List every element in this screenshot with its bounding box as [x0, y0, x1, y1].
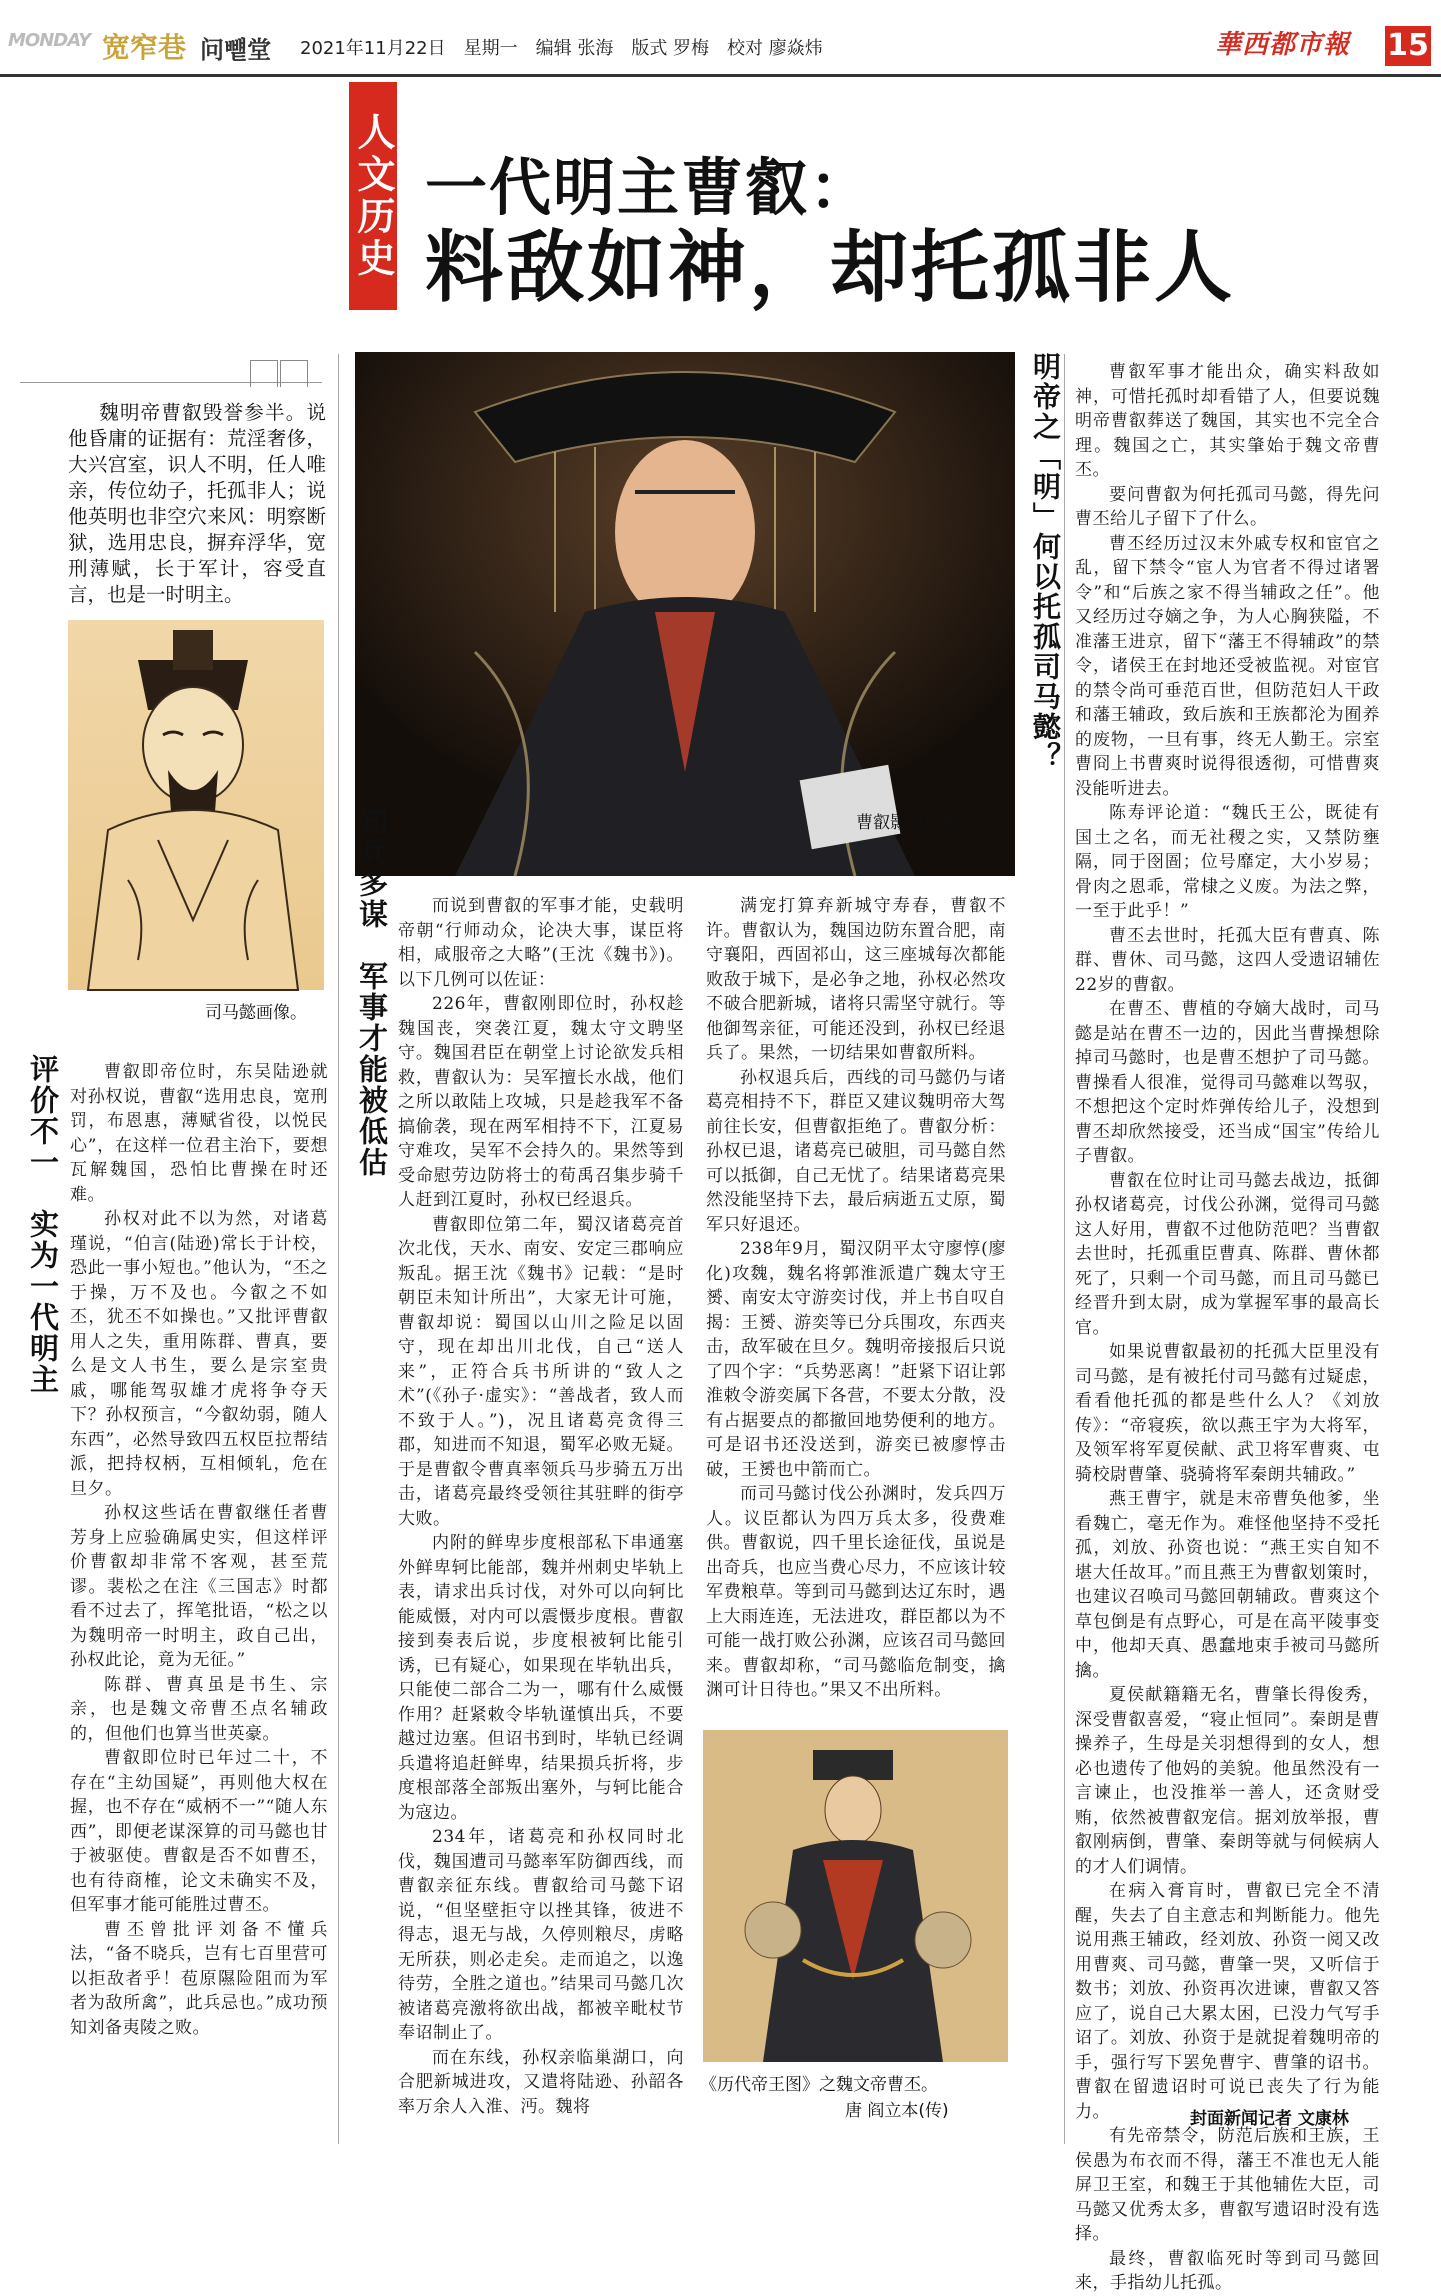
- paragraph: 孙权这些话在曹叡继任者曹芳身上应验确属史实，但这样评价曹叡却非常不客观，甚至荒谬。裴松之在注《三国志》时都看不过去了，挥笔批语，“松之以为魏明帝一时明主，政自己出，孙权此论，竟为无征。”: [70, 1503, 328, 1670]
- headline-line2: 料敌如神，却托孤非人: [425, 223, 1236, 313]
- paragraph: 234年，诸葛亮和孙权同时北伐，魏国遭司马懿率军防御西线，而曹叡亲征东线。曹叡给司马懿下诏说，“但坚壁拒守以挫其锋，彼进不得志，退无与战，久停则粮尽，虏略无所获，则必走矣。走而追之，以逸待劳，全胜之道也。”结果司马懿几次被诸葛亮激将欲出战，都被辛毗杖节奉诏制止了。: [398, 1827, 684, 2043]
- paragraph: 陈群、曹真虽是书生、宗亲，也是魏文帝曹丕点名辅政的，但他们也算当世英豪。: [70, 1674, 328, 1744]
- paragraph: 曹丕曾批评刘备不懂兵法，“备不晓兵，岂有七百里营可以拒敌者乎！苞原隰险阻而为军者为敌所禽”，此兵忌也。”成功预知刘备夷陵之败。: [70, 1919, 328, 2038]
- paragraph: 内附的鲜卑步度根部私下串通塞外鲜卑轲比能部，魏并州刺史毕轨上表，请求出兵讨伐，对外可以向轲比能威慑，对内可以震慑步度根。曹叡接到奏表后说，步度根被轲比能引诱，已有疑心，如果现在毕轨出兵，只能使二部合二为一，哪有什么威慑作用？赶紧敕令毕轨谨慎出兵，不要越过边塞。但诏书到时，毕轨已经调兵遣将追赶鲜卑，结果损兵折将，步度根部落全部叛出塞外，与轲比能合为寇边。: [398, 1533, 684, 1823]
- paragraph: 而说到曹叡的军事才能，史载明帝朝“行师动众，论决大事，谋臣将相，咸服帝之大略”(王沈《魏书》)。以下几例可以佐证：: [398, 896, 684, 990]
- section-tag: 人文历史: [349, 82, 397, 310]
- painting-caption-title: 《历代帝王图》之魏文帝曹丕。: [700, 2075, 938, 2095]
- article-column-1: [70, 1060, 328, 2140]
- paragraph: 曹叡军事才能出众，确实料敌如神，可惜托孤时却看错了人，但要说魏明帝曹叡葬送了魏国，其实也不完全合理。魏国之亡，其实肇始于魏文帝曹丕。: [1075, 362, 1380, 480]
- paragraph: 在病入膏肓时，曹叡已完全不清醒，失去了自主意志和判断能力。他先说用燕王辅政，经刘放、孙资一阅又改用曹爽、司马懿，曹肇一哭，又听信于数书；刘放、孙资再次进谏，曹叡又答应了，说自己大累太困，已没力气写手诏了。刘放、孙资于是就捉着魏明帝的手，强行写下罢免曹宇、曹肇的诏书。曹叡在留遗诏时可说已丧失了行为能力。: [1075, 1881, 1380, 2122]
- paragraph: 曹叡即帝位时，东吴陆逊就对孙权说，曹叡“选用忠良，宽刑罚，布恩惠，薄赋省役，以悦民心”，在这样一位君主治下，要想瓦解魏国，恐怕比曹操在时还难。: [70, 1062, 328, 1205]
- paragraph: 陈寿评论道：“魏氏王公，既徒有国土之名，而无社稷之实，又禁防壅隔，同于囹圄；位号靡定，大小岁易；骨肉之恩乖，常棣之义废。为法之弊，一至于此乎！”: [1075, 803, 1380, 921]
- column-name: 宽窄巷: [102, 31, 187, 64]
- header-rule: [0, 74, 1441, 77]
- paragraph: 曹丕经历过汉末外戚专权和宦官之乱，留下禁令“宦人为官者不得过诸署令”和“后族之家不得当辅政之任”。他又经历过夺嫡之争，为人心胸狭隘，不准藩王进京，留下“藩王不得辅政”的禁令，诸侯王在封地还受被监视。对宦官的禁令尚可垂范百世，但防范妇人干政和藩王辅政，致后族和王族都沦为囿养的废物，一旦有事，终无人勤王。宗室曹冏上书曹爽时说得很透彻，可惜曹爽没能听进去。: [1075, 533, 1380, 799]
- paragraph: 在曹丕、曹植的夺嫡大战时，司马懿是站在曹丕一边的，因此当曹操想除掉司马懿时，也是曹丕想护了司马懿。曹操看人很准，觉得司马懿难以驾驭，不想把这个定时炸弹传给儿子，没想到曹丕却欣然接受，还当成“国宝”传给儿子曹叡。: [1075, 999, 1380, 1166]
- paragraph: 有先帝禁令，防范后族和王族，王侯愚为布衣而不得，藩王不准也无人能屏卫王室，和魏王于其他辅佐大臣，司马懿又优秀太多，曹叡写遗诏时没有选择。: [1075, 2126, 1380, 2244]
- heading-evaluation: 评价不一 实为一代明主: [26, 1054, 60, 1395]
- paragraph: 如果说曹叡最初的托孤大臣里没有司马懿，是有被托付司马懿有过疑虑，看看他托孤的都是些什么人？《刘放传》：“帝寝疾，欲以燕王宇为大将军，及领军将军夏侯献、武卫将军曹爽、屯骑校尉曹肇、骁骑将军秦朗共辅政。”: [1075, 1342, 1380, 1485]
- paragraph: 曹丕去世时，托孤大臣有曹真、陈群、曹休、司马懿，这四人受遗诏辅佐22岁的曹叡。: [1075, 925, 1380, 995]
- intro-summary: [68, 400, 326, 608]
- column-subname: 问뻍堂: [200, 36, 272, 64]
- heading-regency: 明帝之「明」何以托孤司马懿？: [1029, 352, 1062, 772]
- paragraph: 满宠打算弃新城守寿春，曹叡不许。曹叡认为，魏国边防东置合肥，南守襄阳，西固祁山，这三座城每次都能败敌于城下，是必争之地，孙权必然攻不破合肥新城，诸将只需坚守就行。等他御驾亲征，可能还没到，孙权已经退兵了。果然，一切结果如曹叡所料。: [706, 896, 1006, 1063]
- paragraph: 曹叡即位时已年过二十，不存在“主幼国疑”，再则他大权在握，也不存在“威柄不一”“随人东西”，即便老谋深算的司马懿也甘于被驱使。曹叡是否不如曹丕，也有待商榷，论文未确实不及，但军事才能可能胜过曹丕。: [70, 1748, 328, 1915]
- page-number: 15: [1385, 26, 1431, 66]
- column-divider: [338, 354, 339, 2144]
- newspaper-masthead: 華西都市報: [1215, 24, 1365, 68]
- paragraph: 孙权退兵后，西线的司马懿仍与诸葛亮相持不下，群臣又建议魏明帝大驾前往长安，但曹叡拒绝了。曹叡分析：孙权已退，诸葛亮已破胆，司马懿自然可以抵御，自己无忧了。结果诸葛亮果然没能坚持下去，最后病逝五丈原，蜀军只好退还。: [706, 1067, 1006, 1235]
- paragraph: 最终，曹叡临死时等到司马懿回来，手指幼儿托孤。: [1075, 2248, 1380, 2293]
- painting-caption-artist: 唐 阎立本(传): [845, 2101, 949, 2121]
- author-byline: 封面新闻记者 文康林: [1190, 2109, 1349, 2129]
- heading-military: 知兵多谋 军事才能被低估: [355, 806, 389, 1178]
- sima-yi-portrait: [68, 620, 324, 990]
- paragraph: 226年，曹叡刚即位时，孙权趁魏国丧，突袭江夏，魏太守文聘坚守。魏国君臣在朝堂上讨论欲发兵相救，曹叡认为：吴军擅长水战，他们之所以敢陆上攻城，只是趁我军不备搞偷袭，现在两军相持不下，江夏易守难攻，吴军不会持久的。果然等到受命慰劳边防将士的荀禹召集步骑千人赶到江夏时，孙权已经退兵。: [398, 994, 684, 1210]
- article-column-2: [398, 894, 684, 2144]
- photo-caption: 曹叡影视形象。: [856, 813, 975, 833]
- paragraph: 而司马懿讨伐公孙渊时，发兵四万人。议臣都认为四万兵太多，役费难供。曹叡说，四千里长途征伐，虽说是出奇兵，也应当费心尽力，不应该计较军费粮草。等到司马懿到达辽东时，遇上大雨连连，无法进攻，群臣都以为不可能一战打败公孙渊，应该召司马懿回来。曹叡却称，“司马懿临危制变，擒渊可计日待也。”果又不出所料。: [706, 1484, 1006, 1700]
- emperor-painting: [703, 1730, 1008, 2062]
- paragraph: 曹叡即位第二年，蜀汉诸葛亮首次北伐，天水、南安、安定三郡响应叛乱。据王沈《魏书》记载：“是时朝臣未知计所出”，大家无计可施，曹叡却说：蜀国以山川之险足以固守，现在却出川北伐，自己“送人来”，正符合兵书所讲的“致人之术”(《孙子·虚实》：“善战者，致人而不致于人。”)，况且诸葛亮贪得三郡，知进而不知退，蜀军必败无疑。于是曹叡令曹真率领兵马步骑五万出击，诸葛亮最终受领往其驻畔的街亭大败。: [398, 1214, 684, 1529]
- paragraph: 曹叡在位时让司马懿去战边，抵御孙权诸葛亮，讨伐公孙渊，觉得司马懿这人好用，曹叡不过他防范吧？当曹叡去世时，托孤重臣曹真、陈群、曹休都死了，只剩一个司马懿，而且司马懿已经晋升到太尉，成为掌握军事的最高长官。: [1075, 1170, 1380, 1338]
- paragraph: 燕王曹宇，就是末帝曹奂他爹，坐看魏亡，毫无作为。难怪他坚持不受托孤，刘放、孙资也说：“燕王实自知不堪大任故耳。”而且燕王为曹叡划策时，也建议召唤司马懿回朝辅政。曹爽这个草包倒是有点野心，可是在高平陵事变中，他却天真、愚蠢地束手被司马懿所擒。: [1075, 1489, 1380, 1681]
- paragraph: 而在东线，孙权亲临巢湖口，向合肥新城进攻，又遣将陆逊、孙韶各率万余人入淮、沔。魏将: [398, 2047, 684, 2117]
- headline-line1: 一代明主曹叡：: [425, 151, 874, 224]
- portrait-caption: 司马懿画像。: [205, 1003, 307, 1023]
- article-column-3: [706, 894, 1006, 1720]
- page-header: [0, 0, 1441, 72]
- paragraph: 要问曹叡为何托孤司马懿，得先问曹丕给儿子留下了什么。: [1075, 484, 1380, 529]
- column-divider: [1064, 354, 1065, 2144]
- paragraph: 238年9月，蜀汉阴平太守廖惇(廖化)攻魏，魏名将郭淮派遣广魏太守王赟、南安太守游奕讨伐，并上书自叹自揭：王赟、游奕等已分兵围攻，东西夹击，敌军破在旦夕。魏明帝接报后只说了四个字：“兵势恶离！”赶紧下诏让郭淮敕令游奕属下各营，不要太分散，没有占据要点的都撤回地势便利的地方。可是诏书还没送到，游奕已被廖惇击破，王赟也中箭而亡。: [706, 1239, 1006, 1480]
- film-still-photo: [355, 352, 1015, 876]
- paragraph: 夏侯献籍籍无名，曹肇长得俊秀，深受曹叡喜爱，“寝止恒同”。秦朗是曹操养子，生母是关羽想得到的女人，想必也遗传了他妈的美貌。他虽然没有一言谏止，也没推举一善人，还贪财受贿，依然被曹叡宠信。据刘放举报，曹叡刚病倒，曹肇、秦朗等就与伺候病人的才人们调情。: [1075, 1685, 1380, 1877]
- intro-text: 魏明帝曹叡毁誉参半。说他昏庸的证据有：荒淫奢侈，大兴宫室，识人不明，任人唯亲，传位幼子，托孤非人；说他英明也非空穴来风：明察断狱，选用忠良，摒弃浮华，宽刑薄赋，长于军计，容受直言，也是一时明主。: [68, 401, 326, 606]
- paragraph: 孙权对此不以为然，对诸葛瑾说，“伯言(陆逊)常长于计校，恐此一事小短也。”他认为，“丕之于操，万不及也。今叡之不如丕，犹丕不如操也。”又批评曹叡用人之失，重用陈群、曹真，要么是文人书生，要么是宗室贵戚，哪能驾驭雄才虎将争夺天下？孙权预言，“今叡幼弱，随人东西”，必然导致四五权臣拉帮结派，把持权柄，互相倾轧，危在旦夕。: [70, 1209, 328, 1499]
- weekday-label: MONDAY: [8, 30, 91, 51]
- issue-meta: 2021年11月22日 星期一 编辑 张海 版式 罗梅 校对 廖焱炜: [300, 38, 823, 59]
